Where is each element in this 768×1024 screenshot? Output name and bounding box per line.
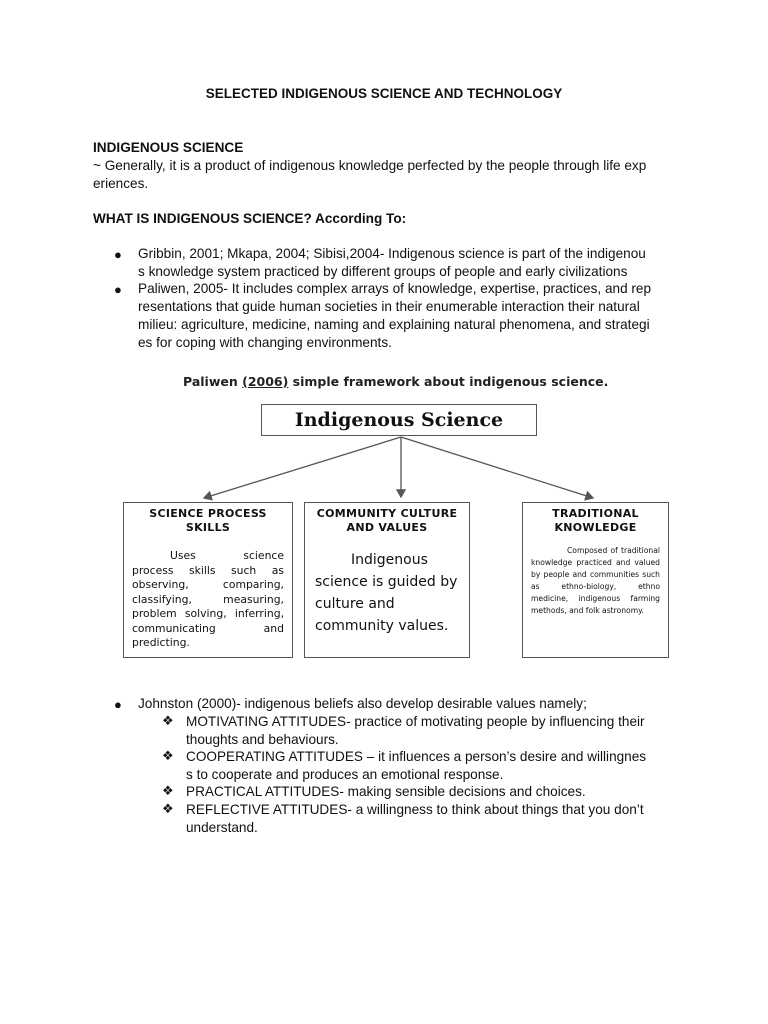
box-heading-line-1: TRADITIONAL <box>552 507 639 520</box>
attitude-1-line-1: MOTIVATING ATTITUDES- practice of motivating people by influencing their <box>186 714 645 729</box>
box-heading-line-1: COMMUNITY CULTURE <box>316 507 458 520</box>
bullet-2-line-4: es for coping with changing environments. <box>138 335 392 350</box>
bullet-2-line-1: Paliwen, 2005- It includes complex arrays of knowledge, expertise, practices, and rep <box>138 281 652 296</box>
johnston-intro: Johnston (2000)- indigenous beliefs also develop desirable values namely; <box>138 696 587 711</box>
diamond-bullet-icon: ❖ <box>162 713 174 728</box>
attitude-4-line-1: REFLECTIVE ATTITUDES- a willingness to think about things that you don’t <box>186 802 644 817</box>
bullet-dot-icon: ● <box>114 697 122 712</box>
definition-text-line-2: eriences. <box>93 176 149 191</box>
page-title: SELECTED INDIGENOUS SCIENCE AND TECHNOLOGY <box>205 86 563 101</box>
bullet-2-line-2: resentations that guide human societies in their enumerable interaction their natural <box>138 299 640 314</box>
diamond-bullet-icon: ❖ <box>162 783 174 798</box>
diagram-box-community-culture <box>304 502 470 658</box>
section-heading-what-is: WHAT IS INDIGENOUS SCIENCE? According To: <box>93 211 407 226</box>
arrow-to-traditional-knowledge <box>401 437 593 498</box>
arrow-to-science-process <box>204 437 401 498</box>
box-body-text: Composed of traditional knowledge practiced and valued by people and communities such as ethno-biology, ethno medicine, indigenous farming methods, and folk astronomy. <box>531 546 660 615</box>
caption-description: simple framework about indigenous science. <box>288 374 609 389</box>
bullet-2-line-3: milieu: agriculture, medicine, naming and explaining natural phenomena, and strategi <box>138 317 650 332</box>
attitude-1-line-2: thoughts and behaviours. <box>186 732 339 747</box>
box-body-text: Indigenous science is guided by culture and community values. <box>315 552 458 634</box>
box-body-text: Uses science process skills such as observing, comparing, classifying, measuring, problem solving, inferring, communicating and predicting. <box>132 549 284 649</box>
bullet-dot-icon: ● <box>114 247 122 262</box>
caption-year: (2006) <box>242 374 289 389</box>
attitude-4-line-2: understand. <box>186 820 258 835</box>
diamond-bullet-icon: ❖ <box>162 748 174 763</box>
box-heading-line-2: SKILLS <box>185 521 231 534</box>
bullet-1-line-1: Gribbin, 2001; Mkapa, 2004; Sibisi,2004- Indigenous science is part of the indigenou <box>138 246 646 261</box>
caption-author: Paliwen <box>183 374 243 389</box>
box-heading-line-2: KNOWLEDGE <box>554 521 637 534</box>
definition-text-line-1: ~ Generally, it is a product of indigenous knowledge perfected by the people through life exp <box>93 158 647 173</box>
diagram-main-box: Indigenous Science <box>261 404 537 436</box>
diagram-box-traditional-knowledge <box>522 502 669 658</box>
attitude-2-line-1: COOPERATING ATTITUDES – it influences a person’s desire and willingnes <box>186 749 647 764</box>
attitude-2-line-2: s to cooperate and produces an emotional response. <box>186 767 504 782</box>
diagram-box-science-process-skills <box>123 502 293 658</box>
section-heading-indigenous-science: INDIGENOUS SCIENCE <box>93 140 244 155</box>
box-heading-line-2: AND VALUES <box>346 521 428 534</box>
attitude-3-line-1: PRACTICAL ATTITUDES- making sensible decisions and choices. <box>186 784 586 799</box>
box-heading-line-1: SCIENCE PROCESS <box>149 507 267 520</box>
bullet-1-line-2: s knowledge system practiced by different groups of people and early civilizations <box>138 264 628 279</box>
diamond-bullet-icon: ❖ <box>162 801 174 816</box>
bullet-dot-icon: ● <box>114 282 122 297</box>
